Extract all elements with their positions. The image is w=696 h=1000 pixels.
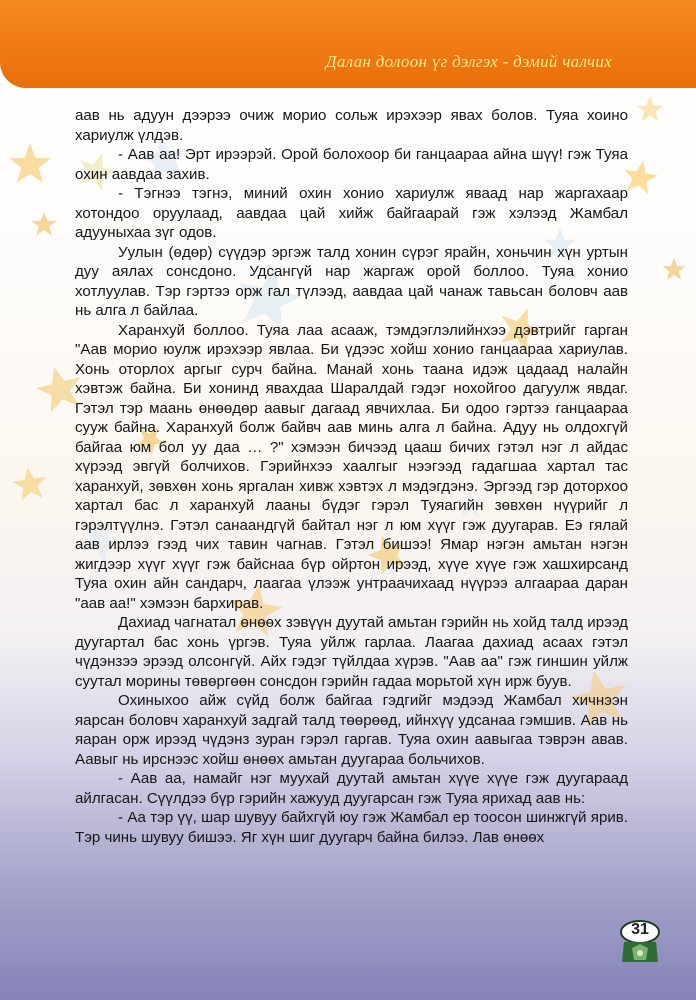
page-number: 31 xyxy=(631,921,649,938)
paragraph: Уулын (өдөр) сүүдэр эргэж талд хонин сүрэг ярайн, хоньчин хүн уртын дуу аялах сонсдоно. Удсангүй нар жаргаж орой боллоо. Туяа хонио хотлуулав. Тэр гэртээ орж гал түлээд, аавдаа цай чанаж тавьсан боловч аав нь алга л байлаа. xyxy=(75,243,628,319)
star-icon xyxy=(663,258,686,280)
story-text xyxy=(75,106,628,847)
paragraph: - Тэгнээ тэгнэ, миний охин хонио хариулж яваад нар жаргахаар хотондоо оруулаад, аавдаа цай хийж байгаарай гэж хэлээд Жамбал адууныхаа зүг одов. xyxy=(75,185,628,241)
star-icon xyxy=(32,212,57,236)
paragraph: - Аав аа! Эрт ирээрэй. Орой болохоор би ганцаараа айна шүү! гэж Туяа охин аавдаа захив. xyxy=(75,146,628,183)
star-icon xyxy=(11,465,49,502)
page-number-badge xyxy=(618,918,662,968)
star-icon xyxy=(637,96,664,121)
running-header-title: Далан долоон үг дэлгэх - дэмий чалчих xyxy=(325,52,612,71)
paragraph: - Аа тэр үү, шар шувуу байхгүй юу гэж Жамбал ер тоосон шинжгүй ярив. Тэр чинь шувуу бишээ. Яг хүн шиг дуугарч байна билээ. Лав өнөөх xyxy=(75,809,628,846)
paragraph: аав нь адуун дээрээ очиж морио сольж ирэхээр явах болов. Туяа хоино хариулж үлдэв. xyxy=(75,107,628,144)
paragraph: Харанхуй боллоо. Туяа лаа асааж, тэмдэглэлийнхээ дэвтрийг гарган "Аав морио юулж ирэхээр явлаа. Би үдээс хойш хонио ганцаараа хариулав. Хонь оторлох аргыг сурч байна. Манай хонь таана идэж цадаад налайн хэвтэж байна. Би хонинд явахдаа Шаралдай гэдэг нохойгоо дагуулж явдаг. Гэтэл тэр маань өнөөдөр аавыг дагаад явчихлаа. Би одоо гэртээ ганцаараа сууж байна. Харанхуй болж байвч аав минь алга л байна. Адуу нь олдохгүй байгаа юм бол уу даа … ?" хэмээн бичээд цааш бичих гэтэл нэг л айдас хүрээд эвгүй болчихов. Гэрийнхээ хаалгыг нээгээд гадагшаа хартал тас харанхуй, зөвхөн хонь яргалан хивж хэвтэх л мэдэгдэнэ. Эргээд гэр доторхоо хартал бас л харанхуй лааны бүдэг гэрэл Туяагийн зөвхөн нүүрийг л гэрэлтүүлнэ. Гэтэл санаандгүй байтал нэг л юм хүүг гэж дуугарав. Еэ гялай аав ирлээ гээд чих тавин чагнав. Гэтэл бишээ! Ямар нэгэн амьтан нэгэн жигдээр хүүг хүүг гэж байснаа бүр ойртон ирээд, хүүе хүүе гэж хашхирсанд Туяа охин айн сандарч, лаагаа үлээж унтраачихаад нүүрээ алгаараа даран "аав аа!" хэмээн бархирав. xyxy=(75,321,628,612)
paragraph: Охиныхоо айж сүйд болж байгаа гэдгийг мэдээд Жамбал хичнээн яарсан боловч харанхуй задгай талд төөрөөд, ийнхүү удсанаа гэмшив. Аав нь яаран орж ирээд чүдэнз зуран гэрэл гаргав. Туяа охин аавыгаа тэврэн авав. Аавыг нь ирснээс хойш өнөөх амьтан дуугараа больчихов. xyxy=(75,692,628,768)
paragraph: Дахиад чагнатал өнөөх зэвүүн дуутай амьтан гэрийн нь хойд талд ирээд дуугартал бас хонь үргэв. Туяа уйлж гарлаа. Лаагаа дахиад асаах гэтэл чүдэнзээ эрээд олсонгүй. Айх гэдэг түйлдаа хүрэв. "Аав аа" гэж гиншин уйлж суутал морины төвөргөөн сонсдон гэрийн гадаа морьтой хүн ирж буув. xyxy=(75,614,628,690)
paragraph: - Аав аа, намайг нэг муухай дуутай амьтан хүүе хүүе гэж дуугараад айлгасан. Сүүлдээ бүр гэрийн хажууд дуугарсан гэж Туяа ярихад аав нь: xyxy=(75,770,628,807)
star-icon xyxy=(9,143,51,183)
